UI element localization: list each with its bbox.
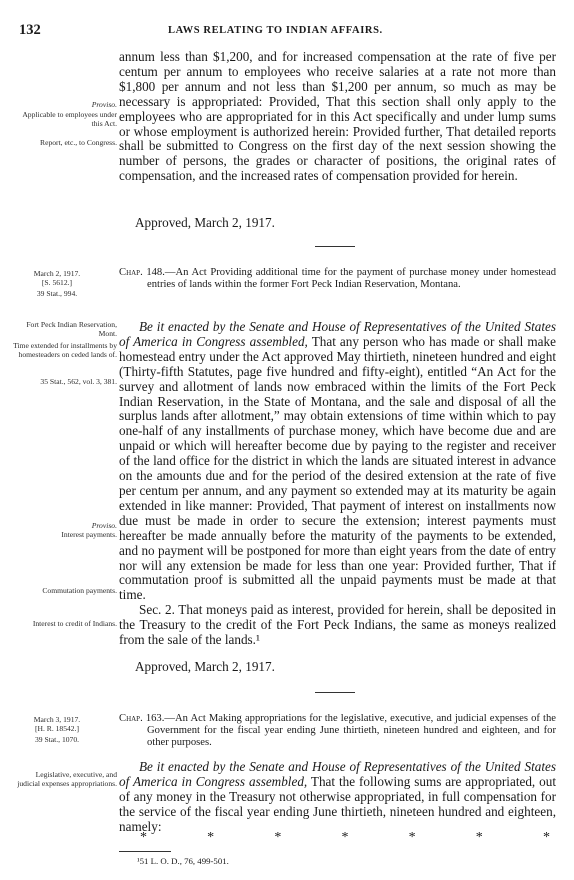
chapter-163-title-text: —An Act Making appropriations for the legislative, executive, and judicial expenses of the Government for the fiscal year ending June thirtieth, nineteen hundred and eighteen, and for other purposes.	[147, 713, 557, 748]
ellipsis-stars	[140, 830, 550, 846]
margin-bill-163: [H. R. 18542.]	[34, 724, 80, 733]
margin-stat-148: 39 Stat., 994.	[36, 289, 78, 298]
section-continuation	[119, 50, 556, 184]
star: *	[274, 830, 282, 845]
margin-note-report: Report, etc., to Congress.	[40, 138, 117, 147]
margin-note-time-extended: Time extended for installments by homesteaders on ceded lands of.	[13, 341, 117, 359]
page-number: 132	[19, 22, 41, 38]
star: *	[475, 830, 483, 845]
margin-note-applicable: Applicable to employees under this Act.	[22, 110, 117, 128]
star: *	[341, 830, 349, 845]
margin-note-fort-peck: Fort Peck Indian Reservation, Mont.	[26, 320, 117, 338]
margin-date-148: March 2, 1917.	[33, 269, 81, 278]
star: *	[542, 830, 550, 845]
margin-note-interest-payments: Interest payments.	[61, 530, 117, 539]
chapter-148-sec2: Sec. 2. That moneys paid as interest, provided for herein, shall be deposited in the Treasury to the credit of the Fort Peck Indians, the same as moneys realized from the sale of the lands.¹	[119, 602, 556, 648]
section-divider-2	[315, 692, 355, 693]
margin-note-proviso-1: Proviso.	[91, 100, 117, 109]
margin-note-proviso-2: Proviso.	[91, 521, 117, 530]
enacting-clause-148: Be it enacted by the Senate and House of Representatives of the United States of America in Congress assembled,	[119, 319, 556, 349]
margin-bill-148: [S. 5612.]	[41, 278, 73, 287]
star: *	[207, 830, 215, 845]
chapter-148-title-text: —An Act Providing additional time for the payment of purchase money under homestead entries of lands within the former Fort Peck Indian Reservation, Montana.	[147, 267, 556, 290]
margin-note-stat-ref: 35 Stat., 562, vol. 3, 381.	[40, 377, 117, 386]
footnote: ¹51 L. O. D., 76, 499-501.	[137, 856, 229, 866]
chapter-163-body-text: That the following sums are appropriated, out of any money in the Treasury not otherwise appropriated, in full compensation for the service of the fiscal year ending June thirtieth, nineteen hundred and eighteen, namely:	[119, 773, 556, 834]
star: *	[408, 830, 416, 845]
margin-note-commutation: Commutation payments.	[42, 586, 117, 595]
margin-note-interest-credit: Interest to credit of Indians.	[32, 619, 117, 628]
enacting-clause-163: Be it enacted by the Senate and House of Representatives of the United States of America in Congress assembled,	[119, 759, 556, 789]
running-head: LAWS RELATING TO INDIAN AFFAIRS.	[168, 25, 383, 36]
section-divider-1	[315, 246, 355, 247]
chapter-148-title	[119, 267, 556, 291]
margin-note-legislative: Legislative, executive, and judicial expenses appropriations.	[17, 770, 117, 788]
margin-stat-163: 39 Stat., 1070.	[34, 735, 80, 744]
footnote-rule	[119, 851, 171, 852]
section-continuation-text: annum less than $1,200, and for increased compensation at the rate of five per centum per annum to employees who receive salaries at a rate not more than $1,800 per annum and not less than $1,200 per annum, so much as may be necessary is appropriated: Provided, That this section shall only apply to the employees who are appropriated for in this Act specifically and under lump sums or whose employment is authorized herein: Provided further, That detailed reports shall be submitted to Congress on the first day of the next session showing the number of persons, the grades or character of positions, the original rates of compensation, and the increased rates of compensation provided for herein.	[119, 49, 556, 184]
chapter-148-body	[119, 320, 556, 648]
approved-line-2: Approved, March 2, 1917.	[135, 659, 275, 674]
chapter-148-body-text: That any person who has made or shall make homestead entry under the Act approved May thirtieth, nineteen hundred and eight (Thirty-fifth Statutes, page five hundred and fifty-eight), entitled “An Act for the survey and allotment of lands now embraced within the limits of the Fort Peck Indian Reservation, in the State of Montana, and the sale and disposal of all the surplus lands after allotment,” may obtain extensions of time within which to pay one-half of any installments of purchase money, which have become due and are unpaid or which will hereafter become due by paying to the register and receiver of the land office for the district in which the lands are situated interest in advance on the amounts due and for the period of the desired extension at the rate of five per centum per annum, and any payment so extended may at its maturity be again extended in like manner: Provided, That payment of interest on installments now due must be made in order to secure the extension; interest payments must hereafter be made annually before the maturity of the payments to be extended, and no payment will be postponed for more than eight years from the date of entry nor will any extension be made for less than one year: Provided further, That if commutation proof is submitted all the unpaid payments must be made at that time.	[119, 333, 556, 603]
chapter-163-title	[119, 713, 556, 749]
chapter-148-label: Chap. 148.	[119, 267, 165, 278]
star: *	[140, 830, 147, 845]
chapter-163-label: Chap. 163.	[119, 713, 165, 724]
approved-line-1: Approved, March 2, 1917.	[135, 215, 275, 230]
chapter-163-body	[119, 760, 556, 835]
margin-date-163: March 3, 1917.	[33, 715, 81, 724]
